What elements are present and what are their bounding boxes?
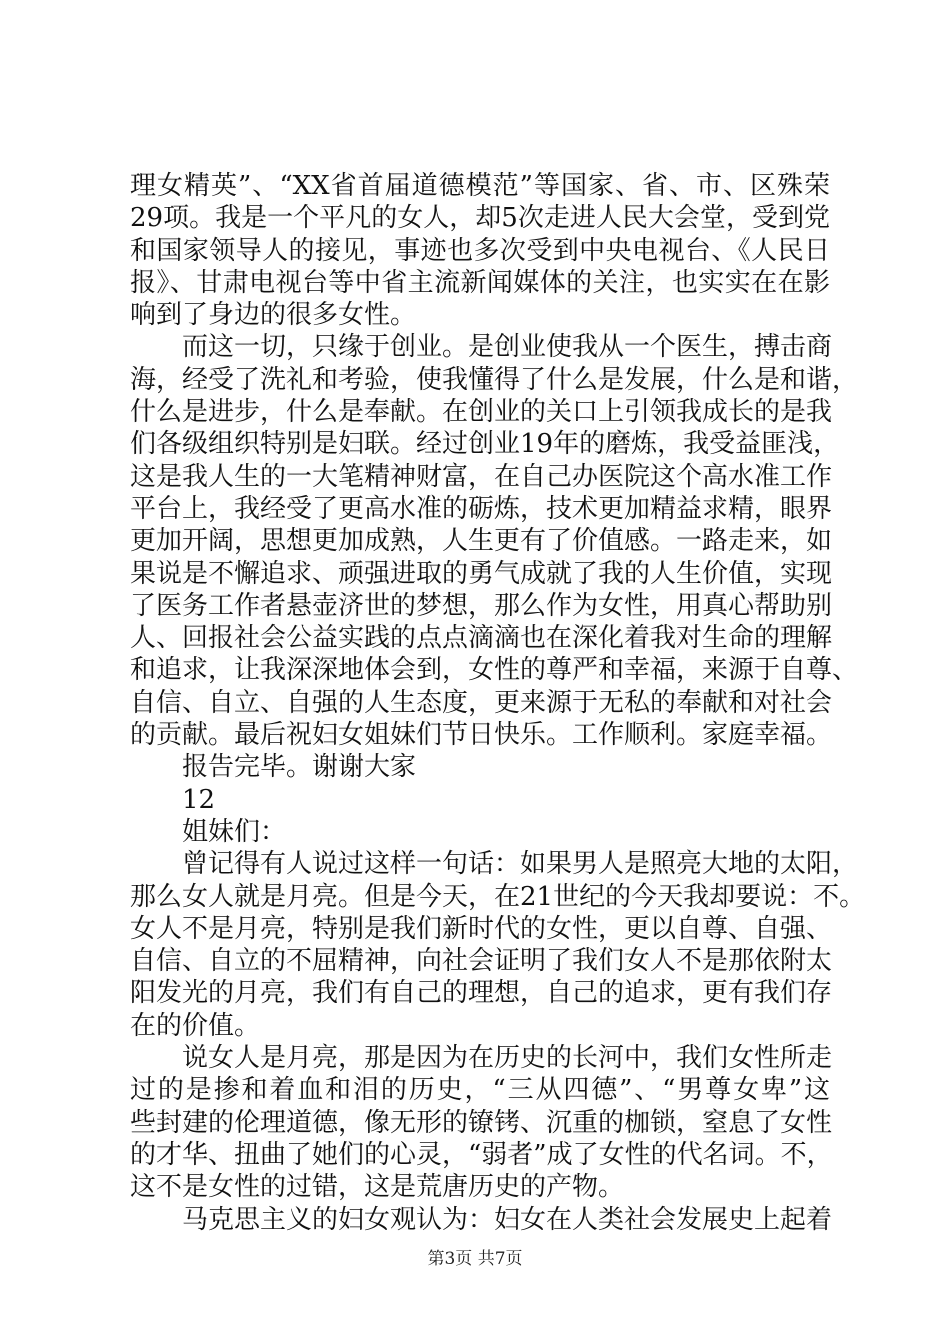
text-line-5: 响到了身边的很多女性。 [130, 300, 417, 331]
text-line-6: 而这一切，只缘于创业。是创业使我从一个医生，搏击商 [182, 332, 833, 363]
text-line-28: 说女人是月亮，那是因为在历史的长河中，我们女性所走 [182, 1043, 833, 1074]
text-line-25: 自信、自立的不屈精神，向社会证明了我们女人不是那依附太 [130, 946, 833, 977]
document-body [130, 170, 866, 1236]
text-line-8: 什么是进步，什么是奉献。在创业的关口上引领我成长的是我 [130, 397, 833, 428]
text-line-12: 更加开阔，思想更加成熟，人生更有了价值感。一路走来，如 [130, 526, 833, 557]
text-line-7: 海，经受了洗礼和考验，使我懂得了什么是发展，什么是和谐， [130, 364, 859, 395]
text-line-1: 理女精英”、“XX省首届道德模范”等国家、省、市、区殊荣 [130, 171, 830, 201]
text-line-17: 自信、自立、自强的人生态度，更来源于无私的奉献和对社会 [130, 687, 833, 718]
text-line-18: 的贡献。最后祝妇女姐妹们节日快乐。工作顺利。家庭幸福。 [130, 720, 833, 751]
text-line-2: 29项。我是一个平凡的女人，却5次走进人民大会堂，受到党 [130, 203, 830, 234]
text-line-24: 女人不是月亮，特别是我们新时代的女性，更以自尊、自强、 [130, 913, 833, 944]
text-line-21: 姐妹们： [182, 816, 287, 847]
text-line-19: 报告完毕。谢谢大家 [182, 752, 417, 783]
text-line-13: 果说是不懈追求、顽强进取的勇气成就了我的人生价值，实现 [130, 558, 833, 589]
text-line-10: 这是我人生的一大笔精神财富，在自己办医院这个高水准工作 [130, 461, 833, 492]
text-line-22: 曾记得有人说过这样一句话：如果男人是照亮大地的太阳， [182, 849, 859, 880]
page-number-footer: 第3页 共7页 [427, 1249, 523, 1269]
text-line-15: 人、回报社会公益实践的点点滴滴也在深化着我对生命的理解 [130, 623, 833, 654]
text-line-3: 和国家领导人的接见，事迹也多次受到中央电视台、《人民日 [130, 235, 830, 266]
text-line-14: 了医务工作者悬壶济世的梦想，那么作为女性，用真心帮助别 [130, 590, 833, 621]
text-line-33: 马克思主义的妇女观认为：妇女在人类社会发展史上起着 [182, 1204, 833, 1235]
text-line-26: 阳发光的月亮，我们有自己的理想，自己的追求，更有我们存 [130, 978, 833, 1009]
text-line-4: 报》、甘肃电视台等中省主流新闻媒体的关注，也实实在在影 [130, 267, 830, 298]
text-line-30: 些封建的伦理道德，像无形的镣铐、沉重的枷锁，窒息了女性 [130, 1107, 833, 1138]
text-line-29: 过的是掺和着血和泪的历史，“三从四德”、“男尊女卑”这 [130, 1075, 830, 1106]
text-line-9: 们各级组织特别是妇联。经过创业19年的磨炼，我受益匪浅， [130, 429, 840, 460]
text-line-20: 12 [182, 784, 216, 815]
text-line-16: 和追求，让我深深地体会到，女性的尊严和幸福，来源于自尊、 [130, 655, 859, 686]
text-line-11: 平台上，我经受了更高水准的砺炼，技术更加精益求精，眼界 [130, 493, 833, 524]
text-line-23: 那么女人就是月亮。但是今天，在21世纪的今天我却要说：不。 [130, 881, 866, 912]
text-line-32: 这不是女性的过错，这是荒唐历史的产物。 [130, 1172, 625, 1203]
text-line-27: 在的价值。 [130, 1010, 261, 1041]
text-line-31: 的才华、扭曲了她们的心灵，“弱者”成了女性的代名词。不， [130, 1139, 833, 1170]
